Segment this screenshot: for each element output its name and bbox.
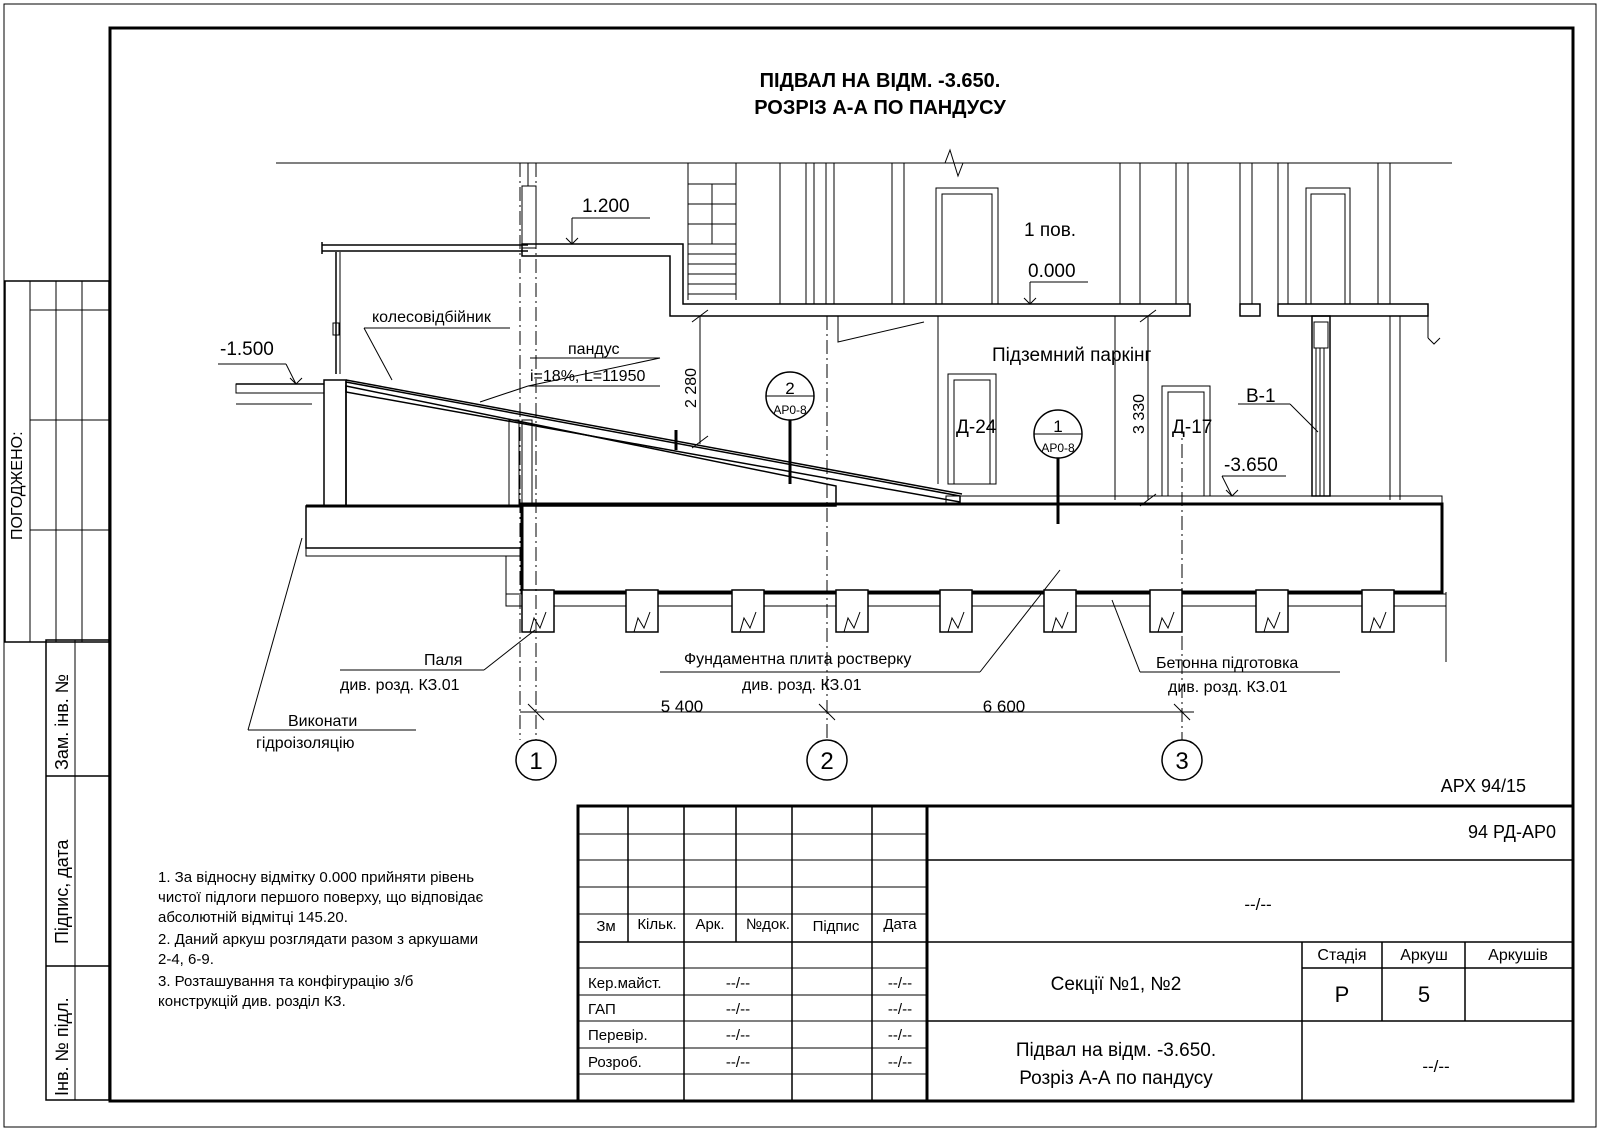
callout-2-sheet: АР0-8	[773, 403, 807, 417]
sign-date-label: Підпис, дата	[52, 839, 72, 944]
role-name: --/--	[725, 1001, 751, 1018]
callout-2-num: 2	[785, 379, 795, 398]
raft-ref-label: див. розд. КЗ.01	[742, 677, 862, 694]
wheel-stop-label: колесовідбійник	[372, 309, 491, 326]
axis-2-label: 2	[820, 748, 834, 775]
concrete-label: Бетонна підготовка	[1156, 655, 1299, 672]
header-zm: Зм	[596, 918, 616, 935]
callout-1-sheet: АР0-8	[1041, 441, 1075, 455]
role-date: --/--	[887, 1027, 913, 1044]
door-d24-label: Д-24	[956, 417, 997, 438]
project-code: АРХ 94/15	[1440, 776, 1526, 796]
header-pidpys: Підпис	[812, 918, 860, 935]
door-d17-label: Д-17	[1172, 417, 1213, 438]
role-name: --/--	[725, 1027, 751, 1044]
parking-label: Підземний паркінг	[992, 345, 1152, 366]
dim-5400: 5 400	[660, 697, 704, 716]
axis-3-label: 3	[1175, 748, 1189, 775]
stage-value: Р	[1334, 982, 1350, 1007]
title-line-2: РОЗРІЗ А-А ПО ПАНДУСУ	[754, 97, 1006, 119]
pile-ref-label: див. розд. КЗ.01	[340, 677, 460, 694]
company-name: --/--	[1422, 1057, 1450, 1076]
dim-6600: 6 600	[982, 697, 1026, 716]
role-name: --/--	[725, 1054, 751, 1071]
ramp-slope-label: i=18%, L=11950	[530, 368, 646, 385]
elev-m3650: -3.650	[1224, 455, 1278, 476]
role-label: Кер.майст.	[588, 975, 662, 992]
sheet-title-line-1: Підвал на відм. -3.650.	[1015, 1040, 1217, 1061]
side-stamp	[5, 281, 109, 1100]
title-line-1: ПІДВАЛ НА ВІДМ. -3.650.	[759, 70, 1001, 92]
elev-0000: 0.000	[1028, 261, 1076, 282]
note-line: 1. За відносну відмітку 0.000 прийняти рівень	[158, 869, 475, 886]
waterproof-label-2: гідроізоляцію	[256, 735, 355, 752]
dim-2280: 2 280	[683, 367, 700, 408]
dim-3330: 3 330	[1131, 393, 1148, 434]
header-ark: Арк.	[695, 916, 725, 933]
note-line: 3. Розташування та конфігурацію з/б	[158, 973, 414, 990]
elev-1200: 1.200	[582, 196, 630, 217]
client-name: --/--	[1244, 895, 1272, 914]
role-name: --/--	[725, 975, 751, 992]
sheet-title-line-2: Розріз А-А по пандусу	[1019, 1068, 1213, 1089]
object-name: Секції №1, №2	[1050, 974, 1182, 995]
note-line: абсолютній відмітці 145.20.	[158, 909, 348, 926]
inv-orig-label: Інв. № підл.	[52, 997, 72, 1096]
stage-header: Стадія	[1317, 947, 1367, 964]
note-line: 2-4, 6-9.	[158, 951, 214, 968]
role-label: Перевір.	[588, 1027, 648, 1044]
sheet-value: 5	[1417, 982, 1431, 1007]
waterproof-label-1: Виконати	[288, 713, 358, 730]
role-date: --/--	[887, 975, 913, 992]
doc-code: 94 РД-АР0	[1467, 822, 1556, 842]
floor1-label: 1 пов.	[1024, 220, 1077, 241]
role-date: --/--	[887, 1001, 913, 1018]
raft-label: Фундаментна плита ростверку	[684, 651, 912, 668]
ramp-label: пандус	[568, 341, 620, 358]
note-line: 2. Даний аркуш розглядати разом з аркушами	[158, 931, 479, 948]
concrete-ref-label: див. розд. КЗ.01	[1168, 679, 1288, 696]
role-date: --/--	[887, 1054, 913, 1071]
window-v1-label: В-1	[1246, 386, 1276, 407]
replace-inv-label: Зам. інв. №	[52, 673, 72, 770]
note-line: конструкцій див. розділ КЗ.	[158, 993, 346, 1010]
elev-m1500: -1.500	[220, 339, 274, 360]
agreed-label: ПОГОДЖЕНО:	[9, 431, 26, 540]
general-notes	[158, 869, 484, 1010]
note-line: чистої підлоги першого поверху, що відповідає	[158, 889, 484, 906]
header-ndok: №док.	[746, 916, 790, 933]
sheet-header: Аркуш	[1400, 947, 1448, 964]
header-kilk: Кільк.	[637, 916, 677, 933]
role-label: Розроб.	[588, 1054, 642, 1071]
pile-label: Паля	[424, 652, 463, 669]
axis-1-label: 1	[529, 748, 543, 775]
callout-1-num: 1	[1053, 417, 1063, 436]
header-data: Дата	[883, 916, 917, 933]
role-label: ГАП	[588, 1001, 616, 1018]
sheets-header: Аркушів	[1488, 947, 1548, 964]
